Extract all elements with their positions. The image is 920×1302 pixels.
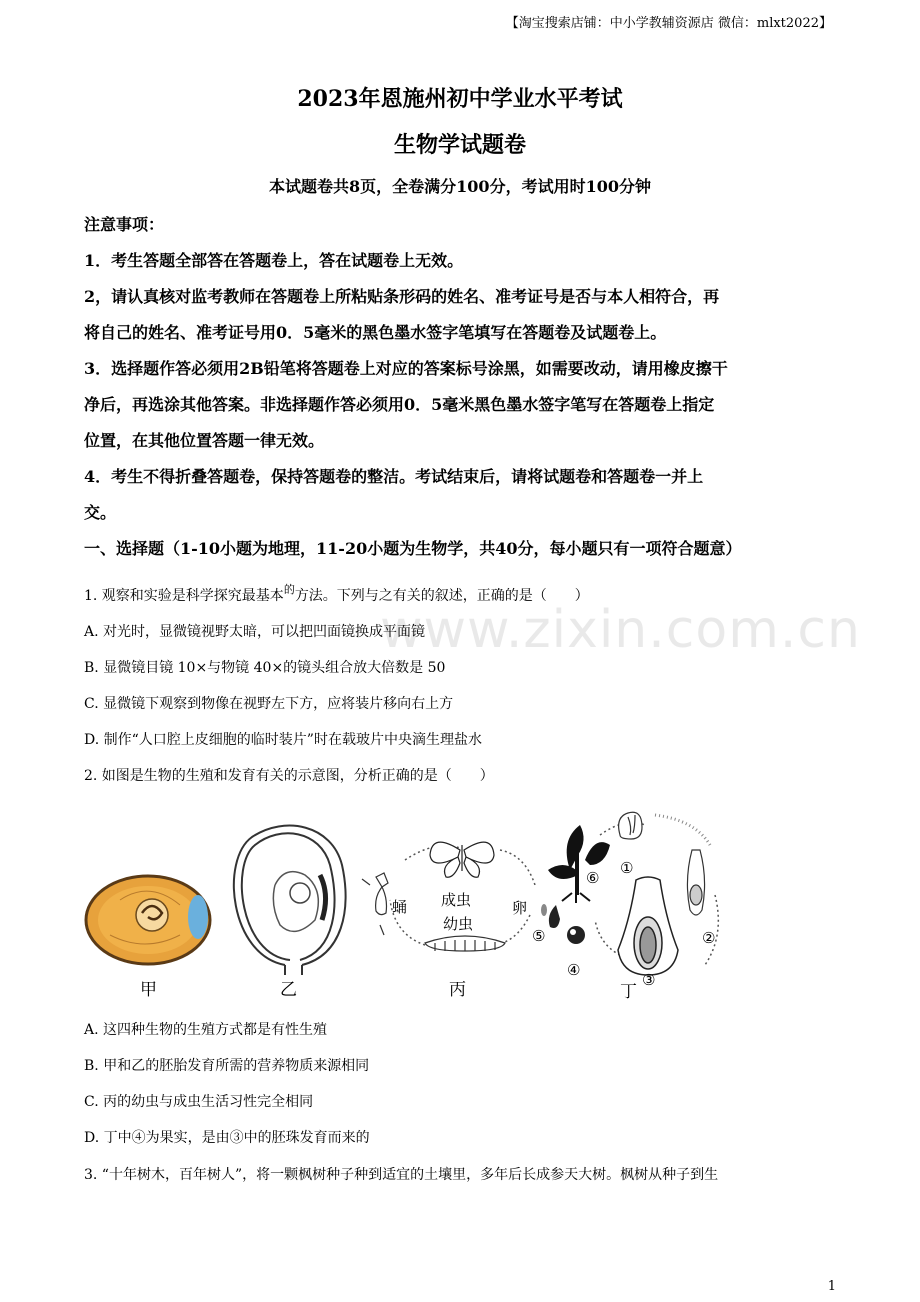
question-3-stem: 3. “十年树木，百年树人”，将一颗枫树种子种到适宜的土壤里，多年后长成参天大树。枫树从种子到生 (84, 1167, 719, 1183)
page-number: 1 (827, 1279, 836, 1294)
pistil-icon (687, 850, 704, 915)
bing-stage-larva: 幼虫 (443, 915, 474, 933)
watermark: www.zixin.com.cn (380, 600, 861, 660)
figure-label-bing: 丙 (449, 980, 466, 1000)
question-2-option-d: D. 丁中④为果实，是由③中的胚珠发育而来的 (84, 1130, 370, 1146)
exam-info: 本试题卷共8页，全卷满分100分，考试用时100分钟 (269, 177, 651, 196)
page-subtitle: 生物学试题卷 (393, 132, 526, 158)
question-1-option-a: A. 对光时，显微镜视野太暗，可以把凹面镜换成平面镜 (84, 624, 426, 640)
notice-heading: 注意事项： (84, 215, 165, 234)
ding-stage-6: ⑥ (586, 869, 600, 887)
notice-line: 2，请认真核对监考教师在答题卷上所粘贴条形码的姓名、准考证号是否与本人相符合，再 (84, 287, 720, 306)
bing-stage-adult: 成虫 (441, 891, 472, 909)
notice-line: 位置，在其他位置答题一律无效。 (84, 431, 325, 450)
flower-icon (619, 812, 642, 839)
figure-label-yi: 乙 (280, 980, 297, 1000)
reproduction-figure (80, 805, 740, 1005)
figure-yi-uterus (234, 826, 346, 975)
plant-icon (548, 825, 610, 903)
question-2-stem: 2. 如图是生物的生殖和发育有关的示意图，分析正确的是（ ） (84, 768, 494, 784)
bing-stage-egg: 卵 (512, 899, 528, 917)
question-1-option-d: D. 制作“人口腔上皮细胞的临时装片”时在载玻片中央滴生理盐水 (84, 732, 482, 748)
question-1-stem (84, 581, 589, 605)
page-title: 2023年恩施州初中学业水平考试 (297, 86, 623, 112)
question-2-option-a: A. 这四种生物的生殖方式都是有性生殖 (84, 1022, 328, 1038)
header-note: 【淘宝搜索店铺：中小学教辅资源店 微信：mlxt2022】 (505, 16, 832, 31)
question-1-stem-sup: 的 (283, 583, 295, 596)
notice-line: 4．考生不得折叠答题卷，保持答题卷的整洁。考试结束后，请将试题卷和答题卷一并上 (84, 467, 704, 486)
notice-line: 3．选择题作答必须用2B铅笔将答题卷上对应的答案标号涂黑，如需要改动，请用橡皮擦干 (84, 359, 728, 378)
question-1-stem-a: 1. 观察和实验是科学探究最基本 (84, 588, 284, 604)
ding-stage-3: ③ (642, 971, 656, 989)
figure-jia-egg (86, 876, 210, 964)
section-heading: 一、选择题（1-10小题为地理，11-20小题为生物学，共40分，每小题只有一项符合题意） (84, 539, 742, 558)
egg-icon (541, 904, 547, 916)
ding-stage-5: ⑤ (532, 927, 546, 945)
question-1-option-c: C. 显微镜下观察到物像在视野左下方，应将装片移向右上方 (84, 696, 454, 712)
ding-stage-4: ④ (567, 961, 581, 979)
fruit-icon (567, 926, 585, 944)
larva-icon (425, 936, 505, 951)
question-1-option-b: B. 显微镜目镜 10×与物镜 40×的镜头组合放大倍数是 50 (84, 660, 446, 676)
notice-line: 将自己的姓名、准考证号用0．5毫米的黑色墨水签字笔填写在答题卷及试题卷上。 (84, 323, 667, 342)
question-2-option-b: B. 甲和乙的胚胎发育所需的营养物质来源相同 (84, 1058, 370, 1074)
butterfly-icon (430, 842, 494, 877)
ding-stage-2: ② (702, 929, 716, 947)
bing-stage-pupa: 蛹 (392, 898, 408, 916)
ding-stage-1: ① (620, 859, 634, 877)
figure-bing-cycle (362, 842, 547, 951)
ovary-icon (618, 877, 678, 975)
figure-label-ding: 丁 (620, 982, 637, 1002)
notice-line: 净后，再选涂其他答案。非选择题作答必须用0．5毫米黑色墨水签字笔写在答题卷上指定 (84, 395, 715, 414)
question-2-option-c: C. 丙的幼虫与成虫生活习性完全相同 (84, 1094, 314, 1110)
figure-label-jia: 甲 (140, 980, 157, 1000)
notice-line: 1．考生答题全部答在答题卷上，答在试题卷上无效。 (84, 251, 464, 270)
seedling-icon (549, 905, 560, 928)
pupa-icon (362, 873, 388, 935)
notice-line: 交。 (84, 503, 117, 522)
question-1-stem-b: 方法。下列与之有关的叙述，正确的是（ ） (294, 588, 589, 604)
figure-ding-cycle (532, 812, 718, 989)
